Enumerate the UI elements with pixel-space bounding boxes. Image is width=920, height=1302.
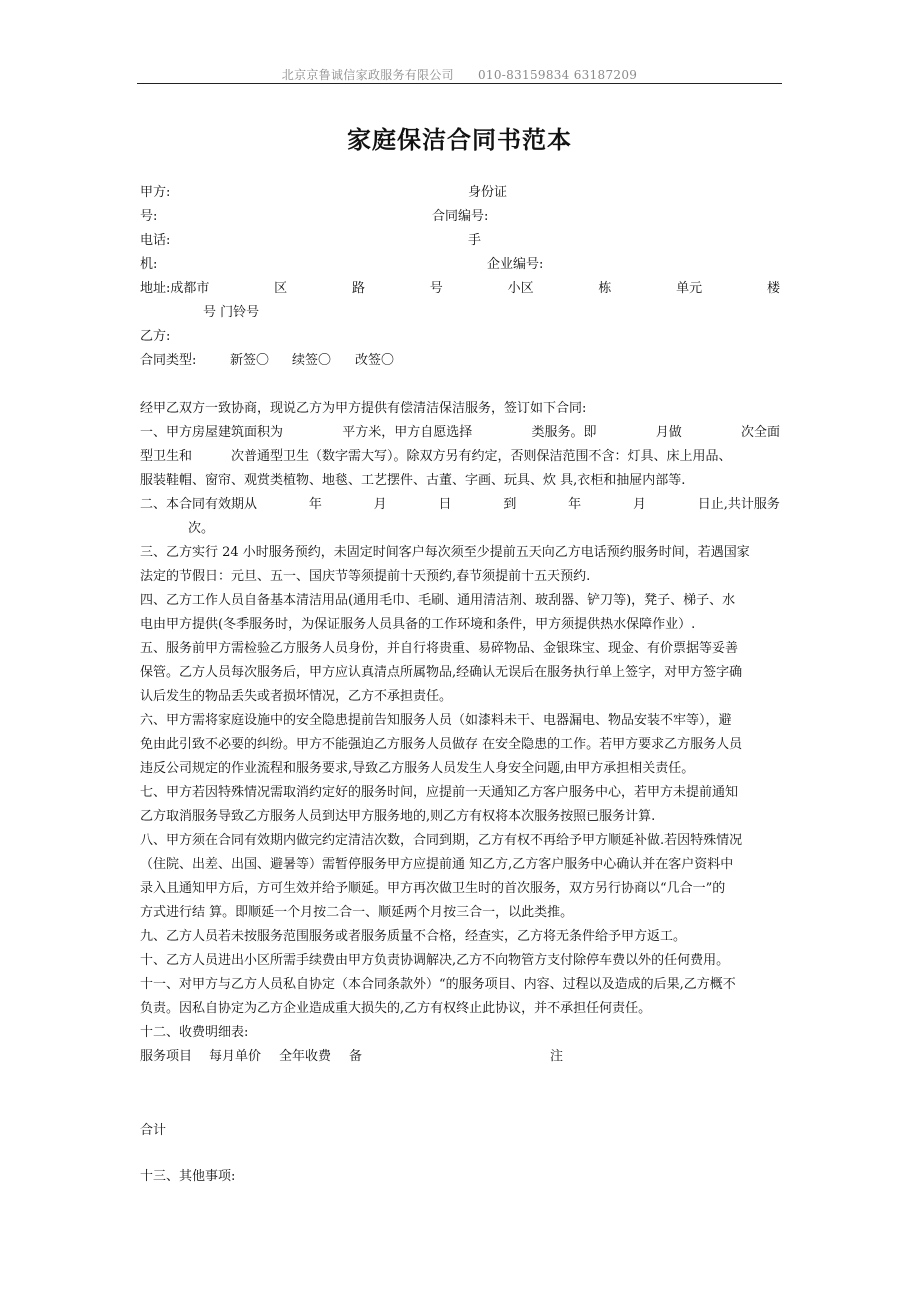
- mobile-label: 手: [468, 233, 482, 248]
- fee-header-remark: 备: [349, 1049, 363, 1064]
- clause-13: 十三、其他事项:: [140, 1169, 236, 1184]
- contract-type-renew: 续签〇: [292, 353, 332, 368]
- clause-text: 年: [308, 497, 322, 512]
- clause-8-line-3: 录入且通知甲方后，方可生效并给予顺延。甲方再次做卫生时的首次服务，双方另行协商以“几合一”的: [140, 881, 726, 896]
- clause-8-line-2: （住院、出差、出国、避暑等）需暂停服务甲方应提前通 知乙方,乙方客户服务中心确认并在客户资料中: [140, 857, 734, 872]
- header-rule: [137, 83, 782, 84]
- address-line: [140, 279, 780, 299]
- id-card-label: 身份证: [468, 185, 508, 200]
- address-part: 单元: [676, 281, 703, 296]
- clause-12: 十二、收费明细表:: [140, 1025, 249, 1040]
- clause-text: 月: [373, 497, 387, 512]
- address-part: 路: [351, 281, 365, 296]
- clause-text: 类服务。即: [531, 425, 597, 440]
- contract-type-new: 新签〇: [230, 353, 270, 368]
- clause-6-line-2: 免由此引致不必要的纠纷。甲方不能强迫乙方服务人员做存 在安全隐患的工作。若甲方要求乙方服务人员: [140, 737, 743, 752]
- clause-text: 月: [632, 497, 646, 512]
- fee-header-service-item: 服务项目: [140, 1049, 193, 1064]
- clause-6-line-1: 六、甲方需将家庭设施中的安全隐患提前告知服务人员（如漆料未干、电器漏电、物品安装不牢等），避: [140, 713, 732, 728]
- clause-text: 日止,共计服务: [697, 497, 780, 512]
- intro-paragraph: 经甲乙双方一致协商，现说乙方为甲方提供有偿清洁保洁服务，签订如下合同:: [140, 401, 587, 416]
- address-part: 区: [274, 281, 288, 296]
- clause-1-line-2: 型卫生和 次普通型卫生（数字需大写）。除双方另有约定，否则保洁范围不含：灯具、床上用品、: [140, 449, 732, 464]
- clause-text: 平方米，甲方自愿选择: [342, 425, 473, 440]
- address-part: 楼: [766, 281, 780, 296]
- clause-7-line-2: 乙方取消服务导致乙方服务人员到达甲方服务地的,则乙方有权将本次服务按照已服务计算.: [140, 809, 656, 824]
- clause-7-line-1: 七、甲方若因特殊情况需取消约定好的服务时间，应提前一天通知乙方客户服务中心，若甲方未提前通知: [140, 785, 739, 800]
- clause-11-line-2: 负责。因私自协定为乙方企业造成重大损失的,乙方有权终止此协议，并不承担任何责任。: [140, 1001, 652, 1016]
- phone-label: 电话:: [140, 233, 171, 248]
- clause-text: 日: [438, 497, 452, 512]
- clause-11-line-1: 十一、对甲方与乙方人员私自协定（本合同条款外）“的服务项目、内容、过程以及造成的后果,乙方概不: [140, 977, 736, 992]
- clause-3-line-1: 三、乙方实行 24 小时服务预约，未固定时间客户每次须至少提前五天向乙方电话预约服务时间，若遇国家: [140, 545, 750, 560]
- clause-2-line-1: [140, 495, 780, 515]
- clause-4-line-2: 电由甲方提供(冬季服务时，为保证服务人员具备的工作环境和条件，甲方须提供热水保障作业）.: [140, 617, 696, 632]
- page-header: [137, 66, 782, 83]
- company-name: 北京京鲁诚信家政服务有限公司: [281, 68, 454, 82]
- clause-6-line-3: 违反公司规定的作业流程和服务要求,导致乙方服务人员发生人身安全问题,由甲方承担相关责任。: [140, 761, 695, 776]
- clause-1-line-1: [140, 423, 780, 443]
- clause-5-line-3: 认后发生的物品丢失或者损坏情况，乙方不承担责任。: [140, 689, 453, 704]
- id-card-label-cont: 号:: [140, 209, 158, 224]
- address-part: 地址:成都市: [140, 281, 210, 296]
- clause-5-line-2: 保管。乙方人员每次服务后，甲方应认真清点所属物品,经确认无误后在服务执行单上签字，对甲方签字确: [140, 665, 743, 680]
- party-a-label: 甲方:: [140, 185, 171, 200]
- clause-3-line-2: 法定的节假日：元旦、五一、国庆节等须提前十天预约,春节须提前十五天预约.: [140, 569, 591, 584]
- clause-1-line-3: 服装鞋帽、窗帘、观赏类植物、地毯、工艺摆件、古董、字画、玩具、炊 具,衣柜和抽屉内部等.: [140, 473, 686, 488]
- fee-header-remark-2: 注: [550, 1049, 564, 1064]
- mobile-label-cont: 机:: [140, 257, 158, 272]
- document-title: 家庭保洁合同书范本: [347, 125, 572, 154]
- fee-header-monthly-price: 每月单价: [209, 1049, 262, 1064]
- clause-text: 次全面: [740, 425, 780, 440]
- clause-5-line-1: 五、服务前甲方需检验乙方服务人员身份，并自行将贵重、易碎物品、金银珠宝、现金、有价票据等妥善: [140, 641, 739, 656]
- contract-no-label: 合同编号:: [432, 209, 489, 224]
- clause-9: 九、乙方人员若未按服务范围服务或者服务质量不合格，经查实，乙方将无条件给予甲方返工。: [140, 929, 687, 944]
- address-line-2: 号 门铃号: [203, 305, 260, 320]
- company-phones: 010-83159834 63187209: [477, 68, 638, 82]
- enterprise-no-label: 企业编号:: [487, 257, 544, 272]
- contract-type-label: 合同类型:: [140, 353, 197, 368]
- fee-total-label: 合计: [140, 1123, 167, 1138]
- fee-header-annual-fee: 全年收费: [279, 1049, 332, 1064]
- clause-text: 二、本合同有效期从: [140, 497, 258, 512]
- clause-2-line-2: 次。: [188, 521, 215, 536]
- contract-type-amend: 改签〇: [355, 353, 395, 368]
- clause-4-line-1: 四、乙方工作人员自备基本清洁用品(通用毛巾、毛刷、通用清洁剂、玻刮器、铲刀等)，凳子、梯子、水: [140, 593, 736, 608]
- address-part: 栋: [598, 281, 612, 296]
- clause-8-line-1: 八、甲方须在合同有效期内做完约定清洁次数，合同到期，乙方有权不再给予甲方顺延补做.若因特殊情况: [140, 833, 743, 848]
- clause-10: 十、乙方人员进出小区所需手续费由甲方负责协调解决,乙方不向物管方支付除停车费以外的任何费用。: [140, 953, 730, 968]
- clause-text: 年: [568, 497, 582, 512]
- clause-text: 一、甲方房屋建筑面积为: [140, 425, 284, 440]
- party-b-label: 乙方:: [140, 329, 171, 344]
- address-part: 小区: [507, 281, 534, 296]
- clause-text: 到: [503, 497, 517, 512]
- address-part: 号: [429, 281, 443, 296]
- clause-8-line-4: 方式进行结 算。即顺延一个月按二合一、顺延两个月按三合一，以此类推。: [140, 905, 574, 920]
- clause-text: 月做: [655, 425, 682, 440]
